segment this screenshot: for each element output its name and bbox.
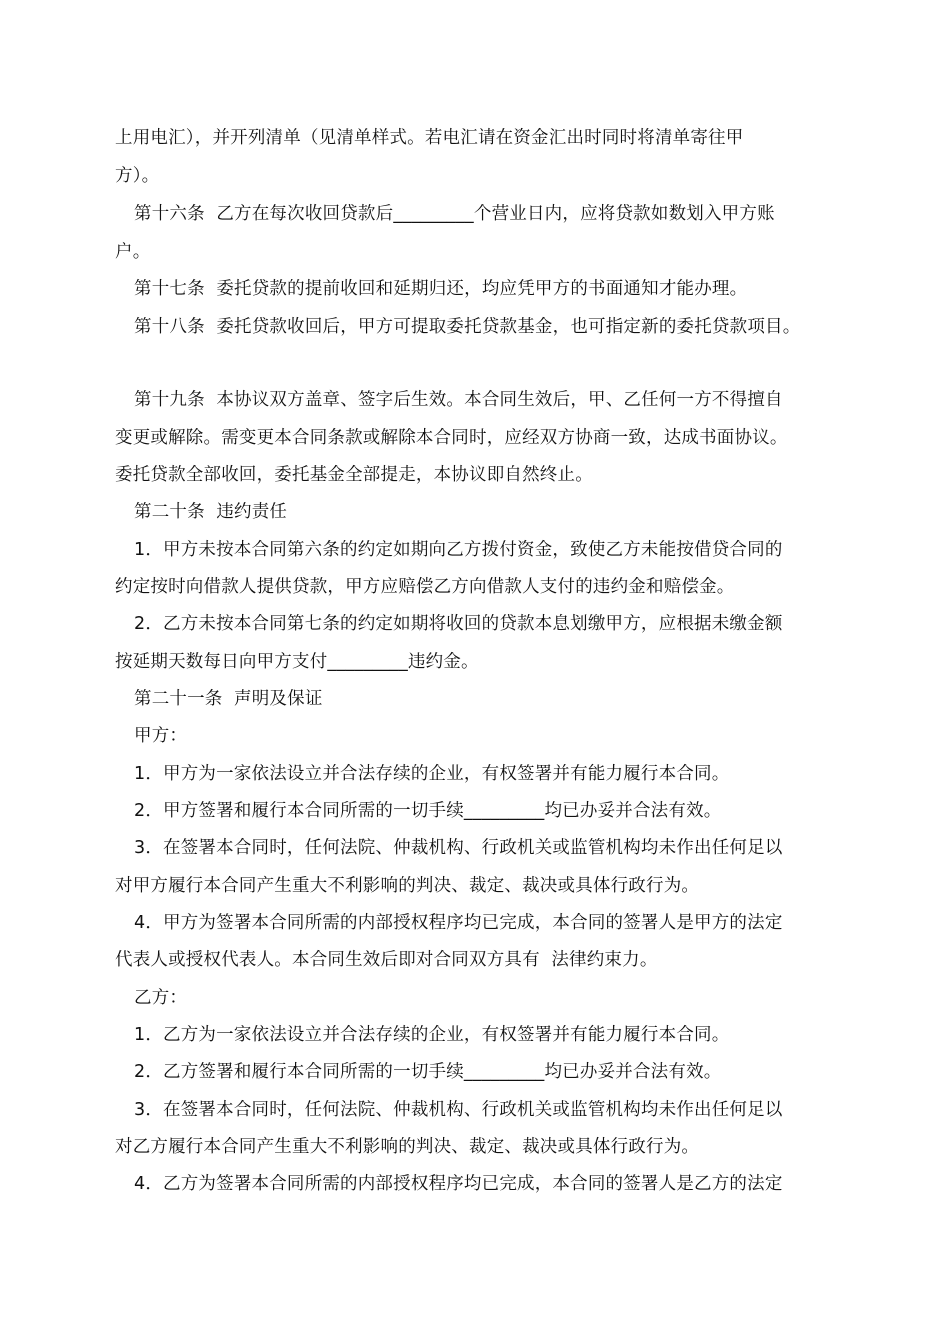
- text-line: 委托贷款全部收回，委托基金全部提走，本协议即自然终止。: [115, 465, 593, 485]
- article-19-line: 第十九条 本协议双方盖章、签字后生效。本合同生效后，甲、乙任何一方不得擅自: [134, 390, 783, 410]
- party-b-heading: 乙方：: [134, 988, 188, 1008]
- text-line: 户。: [115, 242, 151, 262]
- list-item: 1．乙方为一家依法设立并合法存续的企业，有权签署并有能力履行本合同。: [134, 1025, 730, 1045]
- list-item: 4．甲方为签署本合同所需的内部授权程序均已完成，本合同的签署人是甲方的法定: [134, 913, 783, 933]
- article-20-heading: 第二十条 违约责任: [134, 502, 288, 522]
- list-item: 4．乙方为签署本合同所需的内部授权程序均已完成，本合同的签署人是乙方的法定: [134, 1174, 783, 1194]
- text-line: 对甲方履行本合同产生重大不利影响的判决、裁定、裁决或具体行政行为。: [115, 876, 700, 896]
- text-line: 对乙方履行本合同产生重大不利影响的判决、裁定、裁决或具体行政行为。: [115, 1137, 700, 1157]
- article-16-line: 第十六条 乙方在每次收回贷款后_________个营业日内，应将贷款如数划入甲方账: [134, 204, 775, 224]
- list-item: 2．甲方签署和履行本合同所需的一切手续_________均已办妥并合法有效。: [134, 801, 722, 821]
- text-line: 约定按时向借款人提供贷款，甲方应赔偿乙方向借款人支付的违约金和赔偿金。: [115, 577, 735, 597]
- list-item: 1．甲方未按本合同第六条的约定如期向乙方拨付资金，致使乙方未能按借贷合同的: [134, 540, 783, 560]
- list-item: 3．在签署本合同时，任何法院、仲裁机构、行政机关或监管机构均未作出任何足以: [134, 1100, 783, 1120]
- list-item: 2．乙方未按本合同第七条的约定如期将收回的贷款本息划缴甲方，应根据未缴金额: [134, 614, 783, 634]
- article-21-heading: 第二十一条 声明及保证: [134, 689, 323, 709]
- article-17-line: 第十七条 委托贷款的提前收回和延期归还，均应凭甲方的书面通知才能办理。: [134, 279, 748, 299]
- text-line: 代表人或授权代表人。本合同生效后即对合同双方具有 法律约束力。: [115, 950, 658, 970]
- list-item: 2．乙方签署和履行本合同所需的一切手续_________均已办妥并合法有效。: [134, 1062, 722, 1082]
- list-item: 1．甲方为一家依法设立并合法存续的企业，有权签署并有能力履行本合同。: [134, 764, 730, 784]
- text-line: 按延期天数每日向甲方支付_________违约金。: [115, 652, 479, 672]
- article-18-line: 第十八条 委托贷款收回后，甲方可提取委托贷款基金，也可指定新的委托贷款项目。: [134, 317, 801, 337]
- text-line: 上用电汇），并开列清单（见清单样式。若电汇请在资金汇出时同时将清单寄往甲: [115, 128, 744, 148]
- text-line: 方）。: [115, 166, 160, 186]
- party-a-heading: 甲方：: [134, 726, 188, 746]
- text-line: 变更或解除。需变更本合同条款或解除本合同时，应经双方协商一致，达成书面协议。: [115, 428, 788, 448]
- list-item: 3．在签署本合同时，任何法院、仲裁机构、行政机关或监管机构均未作出任何足以: [134, 838, 783, 858]
